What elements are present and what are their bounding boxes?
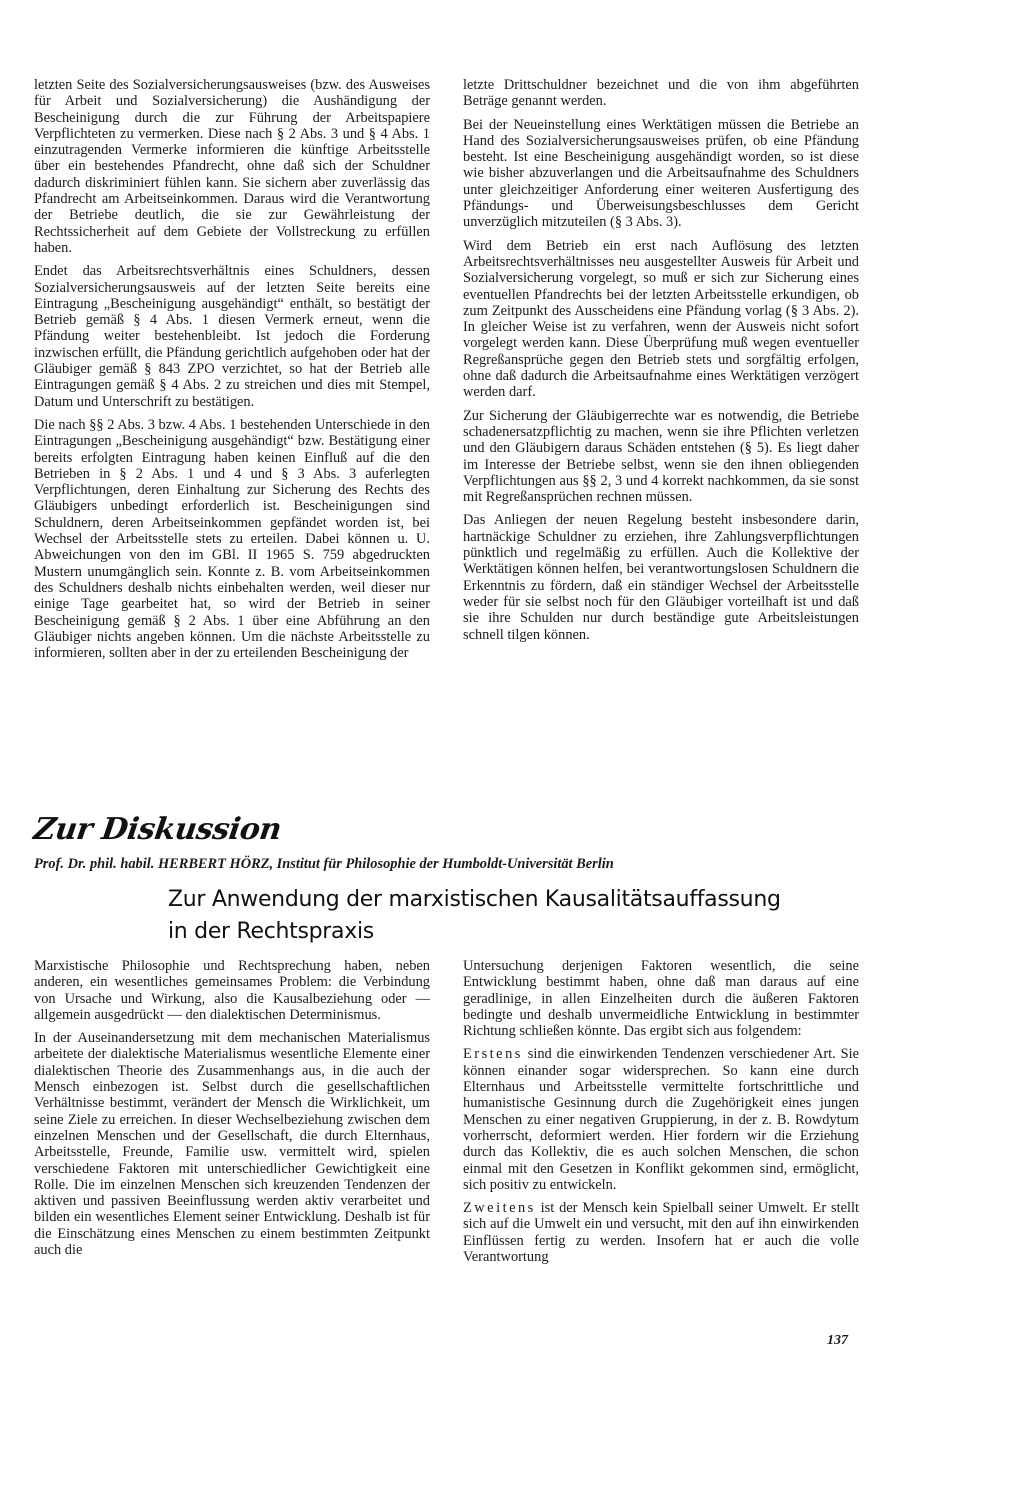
paragraph: Zur Sicherung der Gläubigerrechte war es notwendig, die Betriebe schadenersatzpflichtig zu machen, wenn sie ihre Pflichten verletzen und den Gläubigern daraus Schäden entstehen (§ 5). Es liegt daher im Interesse der Betriebe selbst, wenn sie den ihnen obliegenden Verpflichtungen aus §§ 2, 3 und 4 korrekt nachkommen, da sie sonst mit Regreßansprüchen rechnen müssen.	[463, 407, 859, 506]
article-title	[168, 884, 828, 948]
text-column-bottom-right	[463, 958, 859, 1265]
paragraph: Untersuchung derjenigen Faktoren wesentlich, die seine Entwicklung bestimmt haben, ohne daß man daraus auf eine geradlinige, in allen Einzelheiten durch die äußeren Faktoren bedingte und deshalb unvermeidliche Entwicklung in bestimmter Richtung schließen könnte. Das ergibt sich aus folgendem:	[463, 958, 859, 1040]
paragraph-lead-word: Zweitens	[463, 1200, 536, 1217]
paragraph-lead-word: Erstens	[463, 1046, 523, 1063]
paragraph: Die nach §§ 2 Abs. 3 bzw. 4 Abs. 1 bestehenden Unterschiede in den Eintragungen „Bescheinigung ausgehändigt“ bzw. Bestätigung einer bereits erfolgten Eintragung haben keinen Einfluß auf die den Betrieben in § 2 Abs. 1 und 4 und § 3 Abs. 3 auferlegten Verpflichtungen, deren Einhaltung zur Sicherung des Rechts des Gläubigers unbedingt erforderlich ist. Bescheinigungen sind Schuldnern, deren Arbeitseinkommen gepfändet worden ist, bei Wechsel der Arbeitsstelle stets zu erteilen. Dabei können u. U. Abweichungen von den im GBl. II 1965 S. 759 abgedruckten Mustern unumgänglich sein. Konnte z. B. vom Arbeitseinkommen des Schuldners deshalb nichts einbehalten werden, weil dieser nur einige Tage gearbeitet hat, so wird der Betrieb in seiner Bescheinigung gemäß § 2 Abs. 1 über eine Abführung an den Gläubiger nichts angeben können. Um die nächste Arbeitsstelle zu informieren, sollten aber in der zu erteilenden Bescheinigung der	[34, 416, 430, 662]
paragraph: In der Auseinandersetzung mit dem mechanischen Materialismus arbeitete der dialektische Materialismus wesentliche Elemente einer dialektischen Theorie des Zusammenhangs aus, in die auch der Mensch einbezogen ist. Selbst durch die gesellschaftlichen Verhältnisse bestimmt, verändert der Mensch die Wirklichkeit, um seine Ziele zu erreichen. In dieser Wechselbeziehung zwischen dem einzelnen Menschen und der Gesellschaft, die durch Elternhaus, Arbeitsstelle, Freunde, Familie usw. vermittelt wird, spielen verschiedene Faktoren mit unterschiedlicher Gewichtigkeit eine Rolle. Die im einzelnen Menschen sich kreuzenden Tendenzen der aktiven und passiven Beeinflussung werden aktiv verarbeitet und bilden ein wesentliches Element seiner Entwicklung. Deshalb ist für die Einschätzung eines Menschen zu einem bestimmten Zeitpunkt auch die	[34, 1030, 430, 1259]
author-byline: Prof. Dr. phil. habil. HERBERT HÖRZ, Institut für Philosophie der Humboldt-Universität Berlin	[34, 856, 614, 872]
text-column-bottom-left	[34, 958, 430, 1258]
paragraph	[463, 1046, 859, 1193]
page-number: 137	[827, 1333, 848, 1348]
paragraph-text: ist der Mensch kein Spielball seiner Umwelt. Er stellt sich auf die Umwelt ein und versucht, mit den auf ihn einwirkenden Einflüssen fertig zu werden. Insofern hat er auch die volle Verantwortung	[463, 1200, 859, 1266]
text-column-top-left	[34, 77, 430, 661]
paragraph: Endet das Arbeitsrechtsverhältnis eines Schuldners, dessen Sozialversicherungsausweis auf der letzten Seite bereits eine Eintragung „Bescheinigung ausgehändigt“ enthält, so bestätigt der Betrieb gemäß § 4 Abs. 1 diesen Vermerk erneut, wenn die Pfändung weiter bestehenbleibt. Ist jedoch die Forderung inzwischen erfüllt, die Pfändung gerichtlich aufgehoben oder hat der Gläubiger gemäß § 843 ZPO verzichtet, so hat der Betrieb alle Eintragungen gemäß § 4 Abs. 2 zu streichen und dies mit Stempel, Datum und Unterschrift zu bestätigen.	[34, 263, 430, 410]
paragraph: letzten Seite des Sozialversicherungsausweises (bzw. des Ausweises für Arbeit und Sozialversicherung) die Aushändigung der Bescheinigung durch die zur Führung der Arbeitspapiere Verpflichteten zu vermerken. Diese nach § 2 Abs. 3 und § 4 Abs. 1 einzutragenden Vermerke informieren die künftige Arbeitsstelle über ein bestehendes Pfandrecht, ohne daß sich der Schuldner dadurch diskriminiert fühlen kann. Sie sichern aber zuverlässig das Pfandrecht am Arbeitseinkommen. Daraus wird die Verantwortung der Betriebe deutlich, die sie zur Gewährleistung der Rechtssicherheit auf dem Gebiete der Vollstreckung zu erfüllen haben.	[34, 77, 430, 256]
section-heading: Zur Diskussion	[31, 812, 284, 847]
paragraph: Marxistische Philosophie und Rechtsprechung haben, neben anderen, ein wesentliches gemeinsames Problem: die Verbindung von Ursache und Wirkung, also die Kausalbeziehung oder — allgemein ausgedrückt — den dialektischen Determinismus.	[34, 958, 430, 1023]
paragraph: letzte Drittschuldner bezeichnet und die von ihm abgeführten Beträge genannt werden.	[463, 77, 859, 110]
text-column-top-right	[463, 77, 859, 643]
paragraph-text: sind die einwirkenden Tendenzen verschiedener Art. Sie können einander sogar widersprechen. So kann eine durch Elternhaus und Arbeitsstelle vermittelte fortschrittliche und humanistische Gesinnung durch die Zugehörigkeit eines jungen Menschen zu einer negativen Gruppierung, in der z. B. Rowdytum vorherrscht, deformiert werden. Hier fordern wir die Erziehung durch das Kollektiv, die es auch solchen Menschen, die schon einmal mit den Gesetzen in Konflikt gekommen sind, ermöglicht, sich positiv zu entwickeln.	[463, 1046, 859, 1193]
paragraph: Wird dem Betrieb ein erst nach Auflösung des letzten Arbeitsrechtsverhältnisses neu ausgestellter Ausweis für Arbeit und Sozialversicherung vorgelegt, so muß er sich zur Sicherung eines eventuellen Pfandrechts bei der letzten Arbeitsstelle erkundigen, ob zum Zeitpunkt des Ausscheidens eine Pfändung vorlag (§ 3 Abs. 2). In gleicher Weise ist zu verfahren, wenn der Ausweis nicht sofort vorgelegt werden kann. Diese Überprüfung muß wegen eventueller Regreßansprüche gegen den Betrieb stets und sorgfältig erfolgen, ohne daß dadurch die Arbeitsaufnahme eines Werktätigen verzögert werden darf.	[463, 237, 859, 401]
article-title-line-1: Zur Anwendung der marxistischen Kausalitätsauffassung	[168, 887, 781, 912]
paragraph: Das Anliegen der neuen Regelung besteht insbesondere darin, hartnäckige Schuldner zu erziehen, ihre Zahlungsverpflichtungen pünktlich und regelmäßig zu erfüllen. Auch die Kollektive der Werktätigen können helfen, bei verantwortungslosen Schuldnern die Erkenntnis zu fördern, daß ein ständiger Wechsel der Arbeitsstelle weder für sie selbst noch für den Gläubiger vorteilhaft ist und daß sie ihre Schulden nur durch beständige gute Arbeitsleistungen schnell tilgen können.	[463, 512, 859, 643]
paragraph	[463, 1200, 859, 1265]
article-title-line-2: in der Rechtspraxis	[168, 919, 374, 944]
paragraph: Bei der Neueinstellung eines Werktätigen müssen die Betriebe an Hand des Sozialversicherungsausweises prüfen, ob eine Pfändung besteht. Ist eine Bescheinigung ausgehändigt worden, so ist diese wie bisher abzuverlangen und die Arbeitsaufnahme des Schuldners unter gleichzeitiger Anforderung einer weiteren Ausfertigung des Pfändungs- und Überweisungsbeschlusses dem Gericht unverzüglich mitzuteilen (§ 3 Abs. 3).	[463, 116, 859, 231]
